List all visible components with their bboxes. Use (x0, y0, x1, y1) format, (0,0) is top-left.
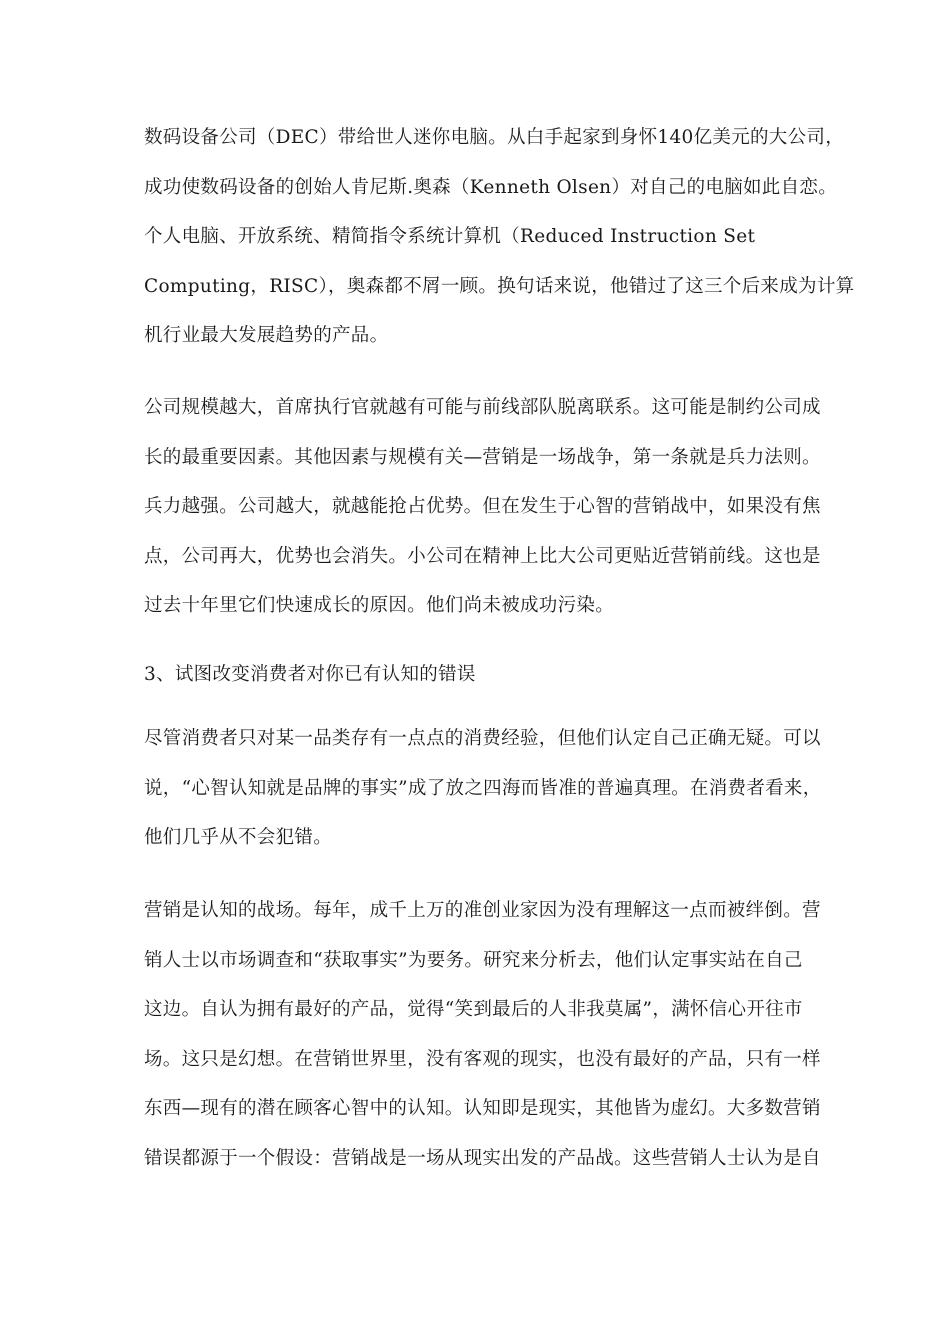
text-line: 兵力越强。公司越大，就越能抢占优势。但在发生于心智的营销战中，如果没有焦 (144, 496, 821, 517)
text-line: 公司规模越大，首席执行官就越有可能与前线部队脱离联系。这可能是制约公司成 (144, 397, 821, 418)
text-line: 机行业最大发展趋势的产品。 (144, 325, 389, 346)
text-line: 尽管消费者只对某一品类存有一点点的消费经验，但他们认定自己正确无疑。可以 (144, 728, 821, 749)
text-line: 这边。自认为拥有最好的产品，觉得“笑到最后的人非我莫属”，满怀信心开往市 (144, 999, 803, 1020)
paragraph-dec-olsen (144, 113, 855, 361)
paragraph-company-size (144, 383, 844, 631)
text-line: 营销是认知的战场。每年，成千上万的准创业家因为没有理解这一点而被绊倒。营 (144, 900, 821, 921)
text-line: 个人电脑、开放系统、精简指令系统计算机（Reduced Instruction Set (144, 226, 756, 247)
paragraph-marketing-battlefield (144, 886, 844, 1183)
heading-text: 3、试图改变消费者对你已有认知的错误 (144, 664, 476, 685)
text-line: 数码设备公司（DEC）带给世人迷你电脑。从白手起家到身怀140亿美元的大公司， (144, 127, 845, 148)
text-line: 东西—现有的潜在顾客心智中的认知。认知即是现实，其他皆为虚幻。大多数营销 (144, 1098, 821, 1119)
section-heading (144, 650, 844, 700)
paragraph-consumer-perception (144, 714, 844, 863)
text-line: 错误都源于一个假设：营销战是一场从现实出发的产品战。这些营销人士认为是自 (144, 1147, 821, 1169)
text-line: 场。这只是幻想。在营销世界里，没有客观的现实，也没有最好的产品，只有一样 (144, 1048, 821, 1070)
text-line: Computing，RISC），奥森都不屑一顾。换句话来说，他错过了这三个后来成为计算 (144, 275, 855, 297)
text-line: 说，“心智认知就是品牌的事实”成了放之四海而皆准的普遍真理。在消费者看来， (144, 777, 822, 799)
text-line: 他们几乎从不会犯错。 (144, 827, 333, 848)
text-line: 长的最重要因素。其他因素与规模有关—营销是一场战争，第一条就是兵力法则。 (144, 446, 821, 468)
text-line: 成功使数码设备的创始人肯尼斯.奥森（Kenneth Olsen）对自己的电脑如此自恋。 (144, 176, 838, 198)
text-line: 过去十年里它们快速成长的原因。他们尚未被成功污染。 (144, 595, 615, 616)
text-line: 点，公司再大，优势也会消失。小公司在精神上比大公司更贴近营销前线。这也是 (144, 545, 821, 567)
text-line: 销人士以市场调查和“获取事实”为要务。研究来分析去，他们认定事实站在自己 (144, 949, 803, 971)
